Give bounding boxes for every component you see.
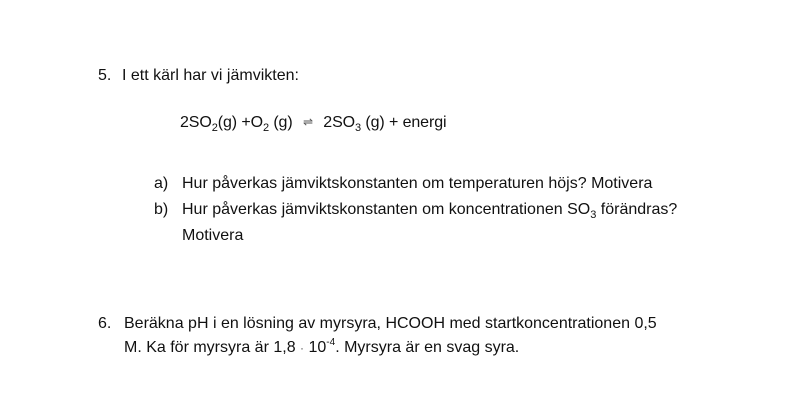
eq-part-5: (g) + energi	[361, 114, 447, 131]
q5b-text-2: förändras?	[596, 201, 678, 218]
eq-part-3: (g)	[268, 114, 293, 131]
multiplication-dot-icon: ·	[300, 341, 305, 355]
q5-number: 5.	[98, 67, 112, 84]
q6-line1: Beräkna pH i en lösning av myrsyra, HCOOH med startkoncentrationen 0,5	[124, 315, 657, 332]
equilibrium-arrow-icon: ⇌	[302, 115, 313, 129]
eq-sub-3: 3	[355, 122, 362, 134]
q5a-text: Hur påverkas jämviktskonstanten om temperaturen höjs? Motivera	[182, 175, 653, 192]
eq-part-4: 2SO	[323, 114, 355, 131]
q5b-label: b)	[154, 201, 169, 218]
q5-equation	[180, 114, 447, 134]
eq-sub-1: 2	[211, 122, 218, 134]
eq-sub-2: 2	[262, 122, 269, 134]
q6-exponent: -4	[326, 337, 336, 348]
q6-text-1: M. Ka för myrsyra är 1,8	[124, 339, 296, 356]
eq-part-1: 2SO	[180, 114, 212, 131]
q6-text-2: 10	[304, 339, 327, 356]
q5b-line2: Motivera	[182, 227, 244, 244]
q5b-text-1: Hur påverkas jämviktskonstanten om koncentrationen SO	[182, 201, 591, 218]
q6-line2	[124, 337, 520, 356]
q5-intro: I ett kärl har vi jämvikten:	[122, 67, 299, 84]
q6-text-3: . Myrsyra är en svag syra.	[335, 339, 520, 356]
eq-part-2: (g) +O	[217, 114, 263, 131]
q5a-label: a)	[154, 175, 169, 192]
q5b-sub: 3	[590, 209, 597, 221]
q6-number: 6.	[98, 315, 112, 332]
q5b-line1	[182, 201, 678, 221]
